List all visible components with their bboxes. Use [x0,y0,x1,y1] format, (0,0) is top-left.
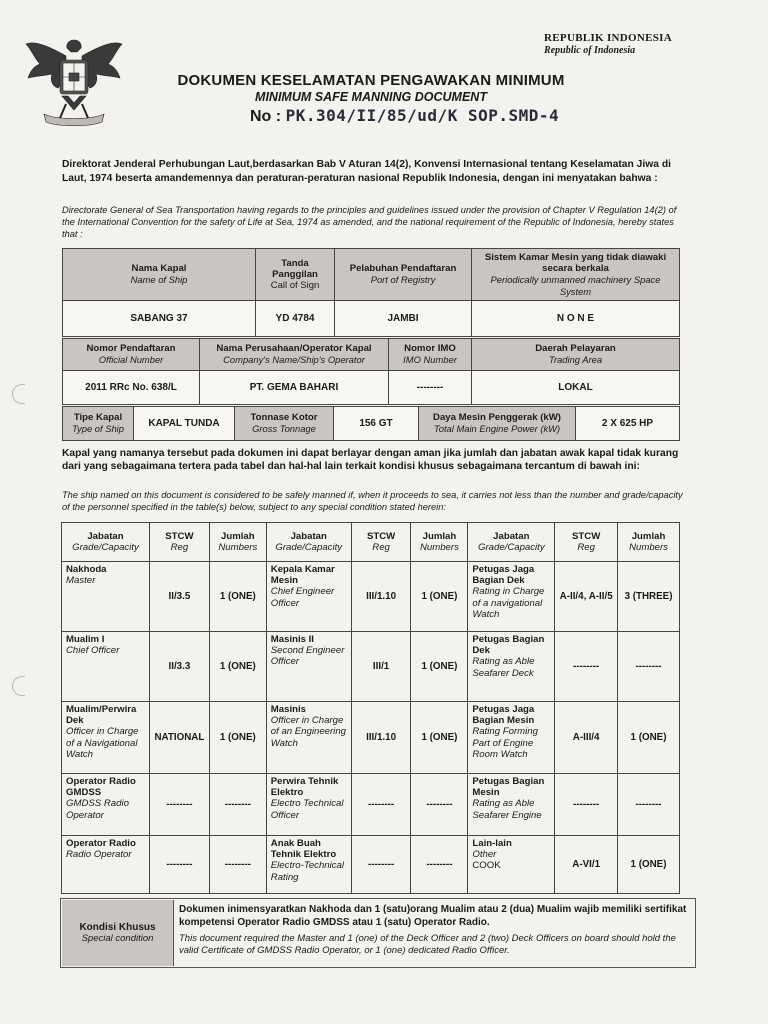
stcw-cell: III/1 [351,632,411,702]
republic-en: Republic of Indonesia [544,45,636,56]
numbers-cell: 1 (ONE) [411,702,468,774]
company-header: Nama Perusahaan/Operator Kapal Company's Name/Ship's Operator [200,339,389,371]
numbers-header: Jumlah Numbers [618,523,680,562]
crew-row [62,632,680,702]
stcw-cell: III/1.10 [351,562,411,632]
gross-tonnage-header: Tonnase Kotor Gross Tonnage [235,407,334,441]
official-number-value: 2011 RRc No. 638/L [63,371,200,405]
numbers-cell: 1 (ONE) [618,836,680,894]
official-number-header: Nomor Pendaftaran Official Number [63,339,200,371]
trading-area-header: Daerah Pelayaran Trading Area [472,339,680,371]
grade-cell: Mualim/Perwira Dek Officer in Charge of a Navigational Watch [62,702,150,774]
call-sign-value: YD 4784 [256,301,335,337]
stcw-cell: A-VI/1 [555,836,618,894]
numbers-cell: 1 (ONE) [411,562,468,632]
call-sign-header: Tanda Panggilan Call of Sign [256,249,335,301]
numbers-cell: 3 (THREE) [618,562,680,632]
company-value: PT. GEMA BAHARI [200,371,389,405]
special-condition-text [179,904,687,957]
stcw-cell: -------- [351,836,411,894]
stcw-cell: -------- [149,836,209,894]
crew-intro-id: Kapal yang namanya tersebut pada dokumen ini dapat berlayar dengan aman jika jumlah dan jabatan awak kapal tidak kurang dari yang sebagaimana tertera pada tabel dan hal-hal lain terkait kondisi khusus sebagaimana tercantum di bawah ini: [62,448,679,472]
intro-text-id: Direktorat Jenderal Perhubungan Laut,berdasarkan Bab V Aturan 14(2), Konvensi Internasional tentang Keselamatan Jiwa di Laut, 1974 beserta amandemennya dan peraturan-peraturan nasional Republik Indonesia, dengan ini menyatakan bahwa : [62,159,672,184]
ship-name-header: Nama Kapal Name of Ship [63,249,256,301]
stcw-header: STCW Reg [351,523,411,562]
garuda-emblem-icon [22,30,126,138]
republic-header [544,32,672,56]
imo-header: Nomor IMO IMO Number [389,339,472,371]
stcw-cell: -------- [555,632,618,702]
document-number [250,106,559,126]
intro-text-en: Directorate General of Sea Transportation having regards to the principles and guidelines issued under the provision of Chapter V Regulation 14(2) of the International Convention for the safety of Life at Sea, 1974 as amended, and the national requirement of the Republic of Indonesia, hereby states that : [62,205,677,240]
crew-row [62,702,680,774]
ums-header: Sistem Kamar Mesin yang tidak diawaki secara berkala Periodically unmanned machinery Space System [472,249,680,301]
title-id: DOKUMEN KESELAMATAN PENGAWAKAN MINIMUM [177,72,565,89]
port-header: Pelabuhan Pendaftaran Port of Registry [335,249,472,301]
numbers-header: Jumlah Numbers [411,523,468,562]
numbers-cell: 1 (ONE) [209,632,266,702]
ship-info-table-1 [62,248,680,337]
doc-no-label: No : [250,108,282,125]
grade-header: Jabatan Grade/Capacity [62,523,150,562]
ship-type-value: KAPAL TUNDA [134,407,235,441]
grade-header: Jabatan Grade/Capacity [468,523,555,562]
grade-cell: Petugas Bagian Dek Rating as Able Seafarer Deck [468,632,555,702]
stcw-cell: NATIONAL [149,702,209,774]
stcw-cell: II/3.3 [149,632,209,702]
numbers-cell: -------- [411,774,468,836]
imo-value: -------- [389,371,472,405]
grade-cell: Mualim I Chief Officer [62,632,150,702]
numbers-header: Jumlah Numbers [209,523,266,562]
stcw-header: STCW Reg [149,523,209,562]
ship-name-value: SABANG 37 [63,301,256,337]
numbers-cell: 1 (ONE) [209,562,266,632]
stcw-cell: II/3.5 [149,562,209,632]
stcw-cell: A-II/4, A-II/5 [555,562,618,632]
ship-info-table-3 [62,406,680,441]
grade-cell: Operator Radio Radio Operator [62,836,150,894]
ums-value: N O N E [472,301,680,337]
republic-id: REPUBLIK INDONESIA [544,32,672,44]
stcw-cell: -------- [351,774,411,836]
ship-type-header: Tipe Kapal Type of Ship [63,407,134,441]
grade-cell: Petugas Jaga Bagian Dek Rating in Charge of a navigational Watch [468,562,555,632]
grade-cell: Nakhoda Master [62,562,150,632]
punch-hole-mark [12,384,25,404]
doc-no-value: PK.304/II/85/ud/K SOP.SMD-4 [285,106,560,125]
engine-power-value: 2 X 625 HP [576,407,680,441]
numbers-cell: 1 (ONE) [411,632,468,702]
engine-power-header: Daya Mesin Penggerak (kW) Total Main Engine Power (kW) [419,407,576,441]
grade-cell: Operator Radio GMDSS GMDSS Radio Operator [62,774,150,836]
ship-info-table-2 [62,338,680,405]
grade-cell: Kepala Kamar Mesin Chief Engineer Officer [266,562,351,632]
stcw-cell: III/1.10 [351,702,411,774]
numbers-cell: -------- [209,774,266,836]
crew-table [61,522,680,894]
stcw-cell: A-III/4 [555,702,618,774]
port-value: JAMBI [335,301,472,337]
grade-cell: Masinis II Second Engineer Officer [266,632,351,702]
numbers-cell: 1 (ONE) [618,702,680,774]
special-condition-box [60,898,696,968]
special-condition-id: Dokumen inimensyaratkan Nakhoda dan 1 (satu)orang Mualim atau 2 (dua) Mualim wajib memiliki sertifikat kompetensi Operator Radio GMDSS atau 1 (satu) Operator Radio. [179,904,687,928]
crew-row [62,836,680,894]
numbers-cell: -------- [209,836,266,894]
numbers-cell: -------- [618,632,680,702]
title-en: MINIMUM SAFE MANNING DOCUMENT [255,90,487,104]
numbers-cell: -------- [618,774,680,836]
crew-row [62,774,680,836]
special-condition-en: This document required the Master and 1 (one) of the Deck Officer and 2 (two) Deck Officers on board should hold the valid Certificate of GMDSS Radio Operator, or 1 (one) dedicated Radio Officer. [179,933,676,957]
special-condition-label: Kondisi Khusus Special condition [62,900,174,966]
trading-area-value: LOKAL [472,371,680,405]
grade-cell: Petugas Bagian Mesin Rating as Able Seafarer Engine [468,774,555,836]
grade-cell: Masinis Officer in Charge of an Engineering Watch [266,702,351,774]
grade-cell: Petugas Jaga Bagian Mesin Rating Forming Part of Engine Room Watch [468,702,555,774]
document-title [176,72,566,104]
gross-tonnage-value: 156 GT [334,407,419,441]
numbers-cell: -------- [411,836,468,894]
numbers-cell: 1 (ONE) [209,702,266,774]
stcw-header: STCW Reg [555,523,618,562]
stcw-cell: -------- [555,774,618,836]
crew-row [62,562,680,632]
punch-hole-mark [12,676,25,696]
grade-cell: Lain-lain Other COOK [468,836,555,894]
crew-intro-en: The ship named on this document is considered to be safely manned if, when it proceeds to sea, it carries not less than the number and grade/capacity of the personnel specified in the table(s) below, subject to any special condition stated herein: [62,490,683,512]
grade-header: Jabatan Grade/Capacity [266,523,351,562]
stcw-cell: -------- [149,774,209,836]
grade-cell: Perwira Tehnik Elektro Electro Technical Officer [266,774,351,836]
other-role: COOK [472,860,501,872]
grade-cell: Anak Buah Tehnik Elektro Electro-Technical Rating [266,836,351,894]
crew-header-row [62,523,680,562]
